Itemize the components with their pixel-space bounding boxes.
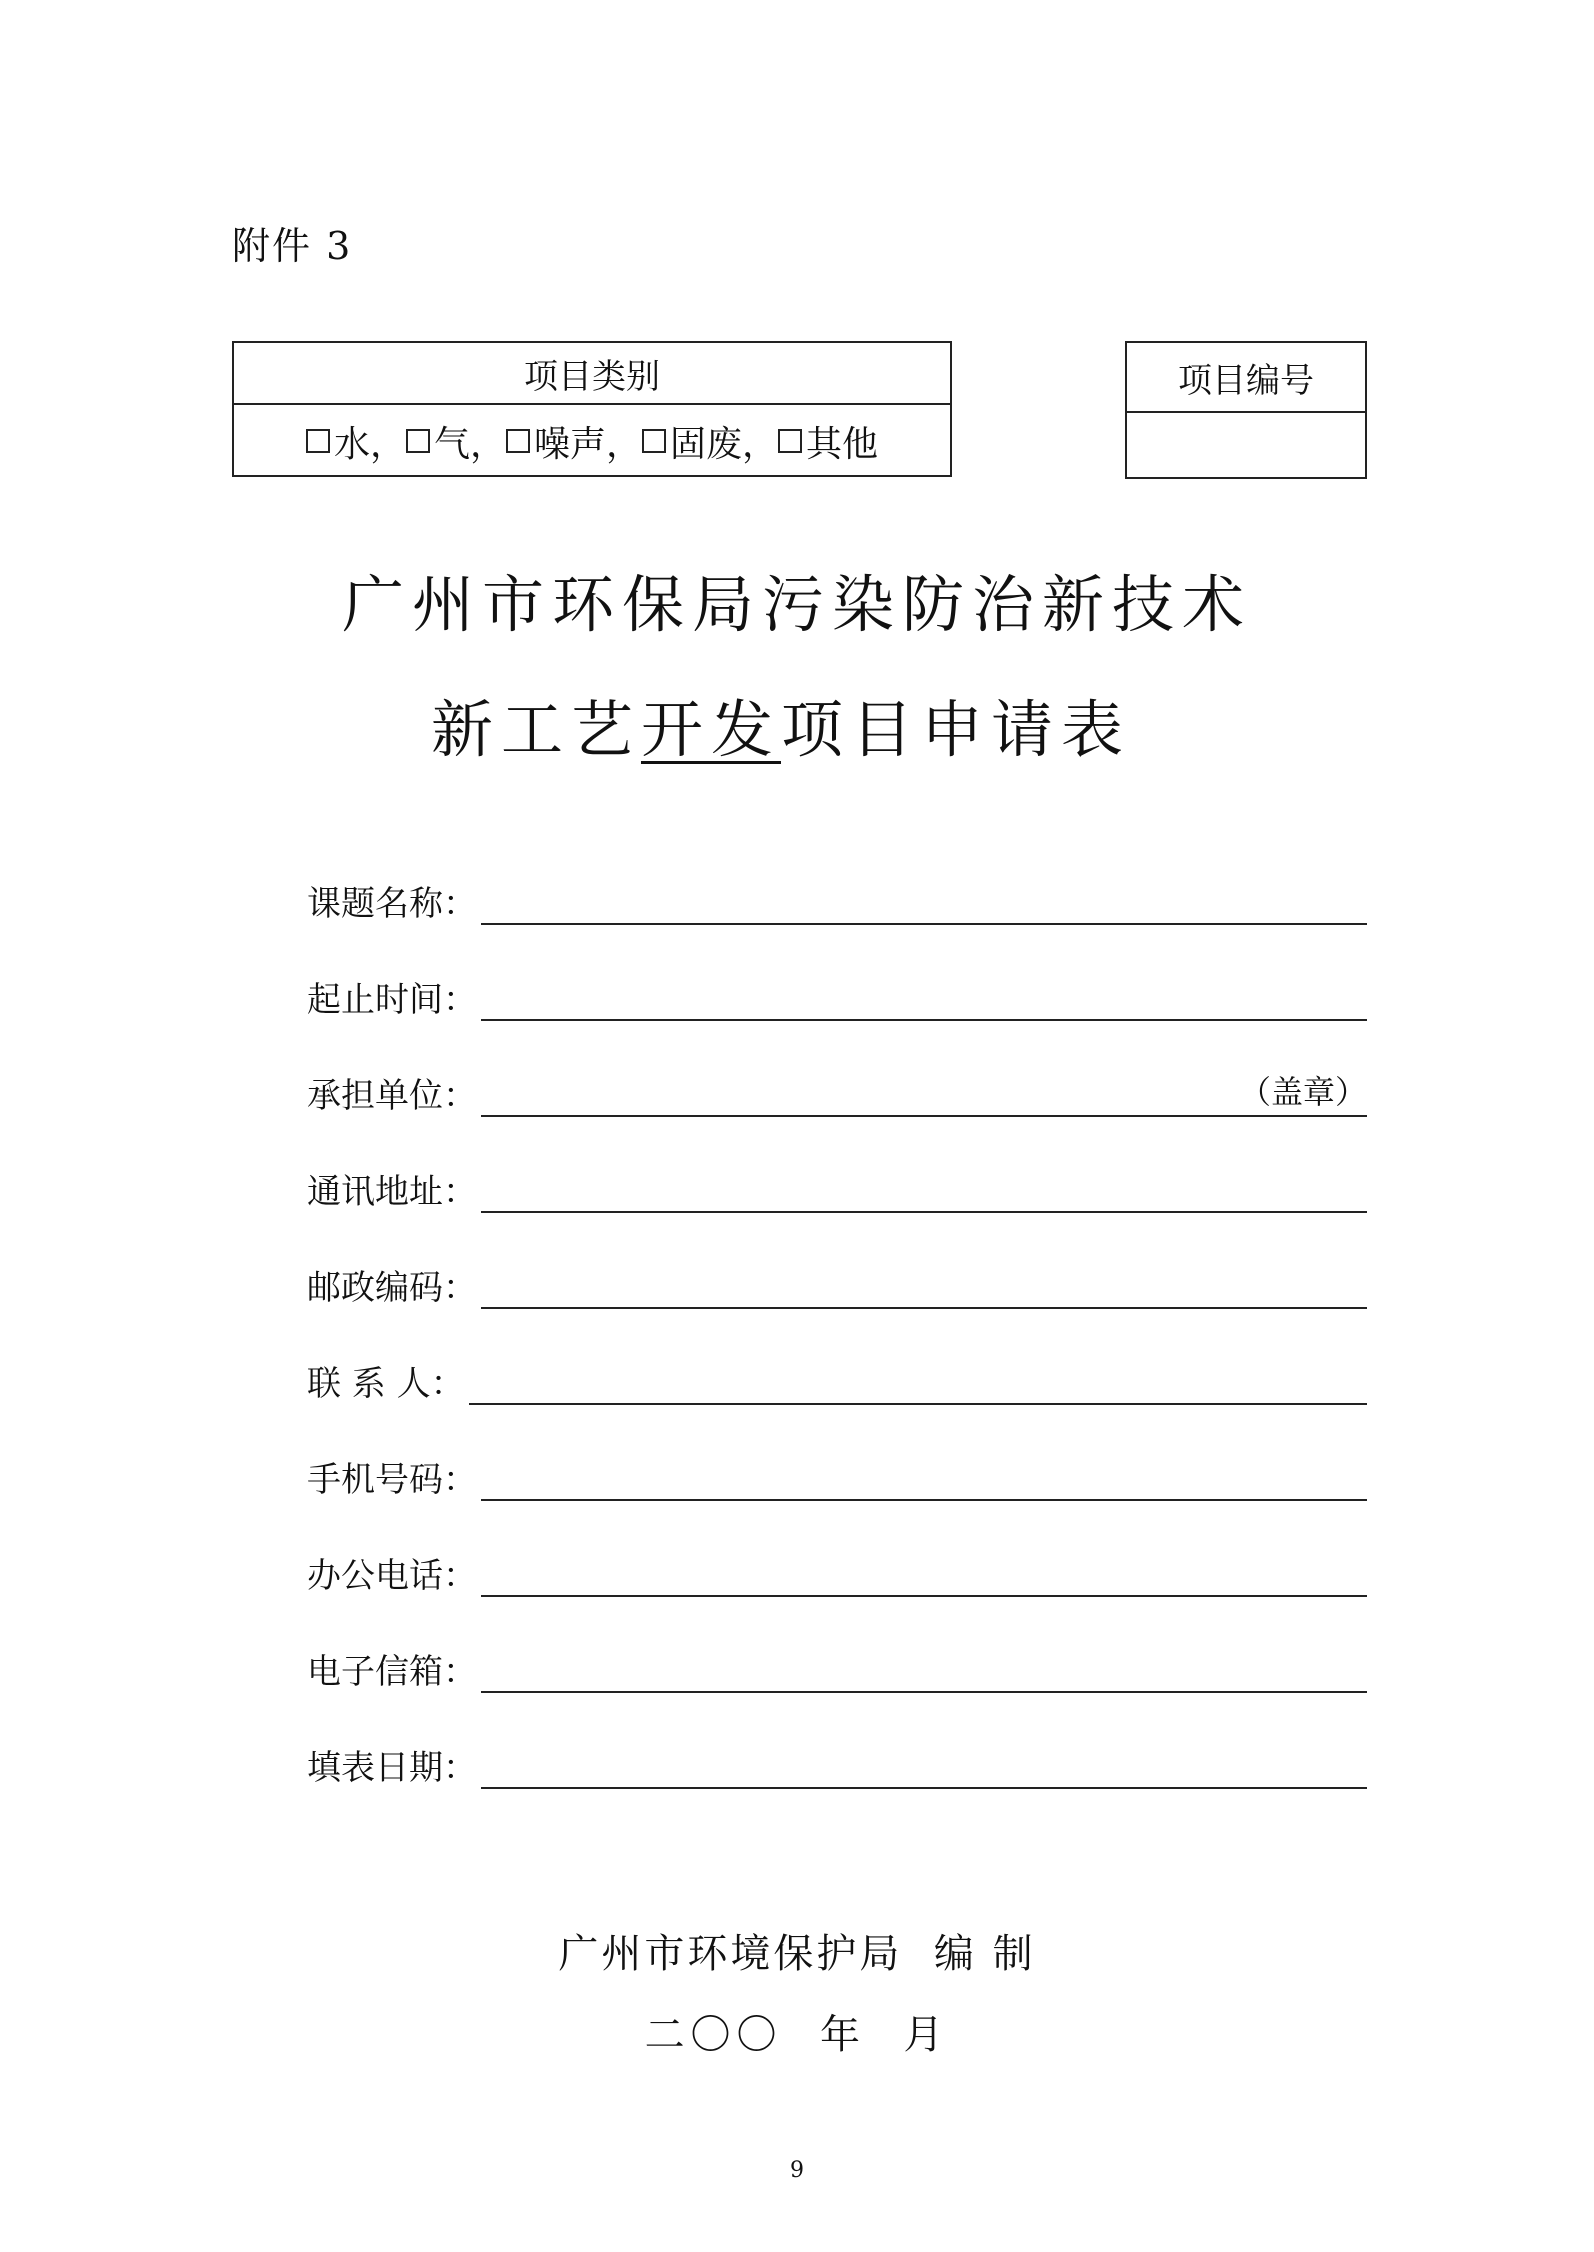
category-option-water[interactable] xyxy=(306,416,406,467)
title-part: 新工艺 xyxy=(430,693,641,766)
field-input-line[interactable] xyxy=(481,1267,1367,1309)
page-number: 9 xyxy=(790,2158,804,2183)
field-label: 起止时间： xyxy=(307,980,477,1020)
form-title-line1: 广州市环保局污染防治新技术 xyxy=(341,568,1252,641)
field-postcode xyxy=(307,1257,1367,1309)
attachment-label: 附件 3 xyxy=(232,224,353,268)
field-label: 联 系 人： xyxy=(307,1364,465,1404)
field-input-line[interactable] xyxy=(481,1555,1367,1597)
category-option-label: 气， xyxy=(433,423,506,465)
field-period xyxy=(307,969,1367,1021)
field-input-line[interactable] xyxy=(481,1747,1367,1789)
field-input-line[interactable] xyxy=(481,1651,1367,1693)
field-contact-person xyxy=(307,1353,1367,1405)
field-input-line[interactable] xyxy=(481,1075,1367,1117)
checkbox-icon[interactable] xyxy=(406,429,430,453)
category-option-label: 其他 xyxy=(806,423,879,465)
category-option-solid-waste[interactable] xyxy=(642,416,778,467)
field-fill-date xyxy=(307,1737,1367,1789)
field-label: 课题名称： xyxy=(307,884,477,924)
seal-note: （盖章） xyxy=(1238,1073,1367,1111)
category-option-label: 噪声， xyxy=(533,423,642,465)
field-office-phone xyxy=(307,1545,1367,1597)
project-number-box xyxy=(1125,341,1367,479)
field-input-line[interactable] xyxy=(481,1459,1367,1501)
category-option-noise[interactable] xyxy=(506,416,642,467)
field-email xyxy=(307,1641,1367,1693)
category-option-other[interactable] xyxy=(778,416,878,467)
field-address xyxy=(307,1161,1367,1213)
category-option-label: 固废， xyxy=(670,423,779,465)
field-label: 电子信箱： xyxy=(307,1652,477,1692)
title-underlined-part: 开发 xyxy=(640,693,781,766)
title-part: 项目申请表 xyxy=(781,693,1132,766)
category-option-air[interactable] xyxy=(406,416,506,467)
project-number-field[interactable] xyxy=(1127,413,1365,479)
compile-date: 二〇〇 年 月 xyxy=(644,2012,950,2058)
field-input-line[interactable] xyxy=(481,1171,1367,1213)
project-number-header: 项目编号 xyxy=(1127,343,1365,413)
project-category-options xyxy=(234,405,950,477)
field-label: 通讯地址： xyxy=(307,1172,477,1212)
field-project-name xyxy=(307,873,1367,925)
field-label: 手机号码： xyxy=(307,1460,477,1500)
field-input-line[interactable] xyxy=(481,979,1367,1021)
field-input-line[interactable] xyxy=(481,883,1367,925)
field-organization xyxy=(307,1065,1367,1117)
field-label: 承担单位： xyxy=(307,1076,477,1116)
project-category-box xyxy=(232,341,952,477)
checkbox-icon[interactable] xyxy=(506,429,530,453)
compiled-by: 广州市环境保护局 编 制 xyxy=(558,1931,1036,1977)
field-mobile xyxy=(307,1449,1367,1501)
form-title-line2 xyxy=(0,680,1578,769)
field-label: 邮政编码： xyxy=(307,1268,477,1308)
field-label: 办公电话： xyxy=(307,1556,477,1596)
checkbox-icon[interactable] xyxy=(642,429,666,453)
checkbox-icon[interactable] xyxy=(778,429,802,453)
project-category-header: 项目类别 xyxy=(234,343,950,405)
field-label: 填表日期： xyxy=(307,1748,477,1788)
checkbox-icon[interactable] xyxy=(306,429,330,453)
field-input-line[interactable] xyxy=(469,1363,1367,1405)
category-option-label: 水， xyxy=(333,423,406,465)
